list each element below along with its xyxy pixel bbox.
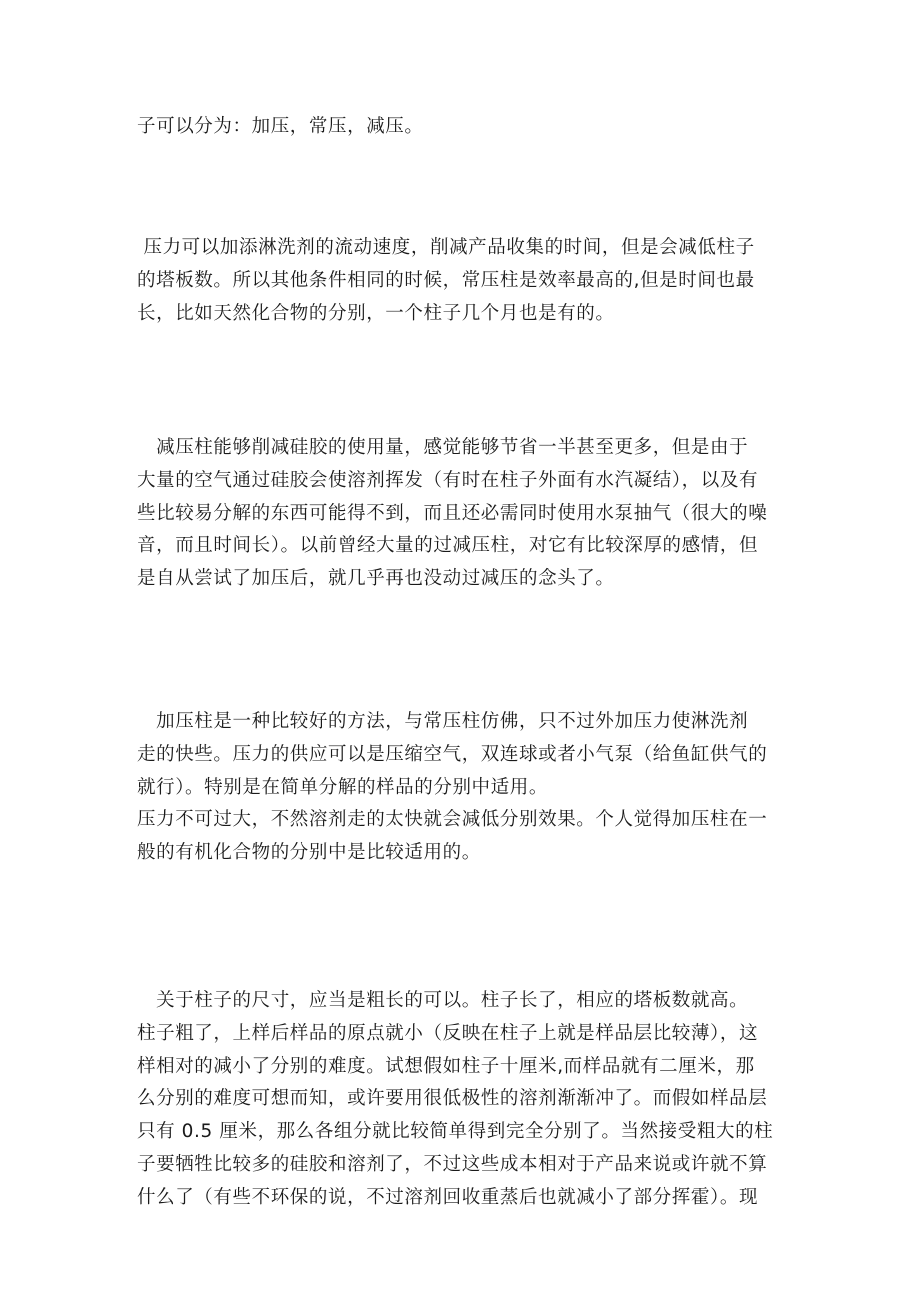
- text-line: 的塔板数。所以其他条件相同的时候，常压柱是效率最高的,但是时间也最: [137, 269, 755, 291]
- paragraph-pressure-types: [137, 111, 793, 144]
- text-line: 子要牺牲比较多的硅胶和溶剂了，不过这些成本相对于产品来说或许就不算: [137, 1153, 768, 1175]
- text-line: 子可以分为：加压，常压，减压。: [137, 116, 424, 137]
- text-line: 柱子粗了，上样后样品的原点就小（反映在柱子上就是样品层比较薄），这: [137, 1022, 759, 1044]
- text-line: 只有 0.5 厘米，那么各组分就比较简单得到完全分别了。当然接受粗大的柱: [137, 1121, 774, 1143]
- text-line: 般的有机化合物的分别中是比较适用的。: [137, 842, 481, 864]
- text-line: 压力可以加添淋洗剂的流动速度，削减产品收集的时间，但是会减低柱子: [137, 237, 755, 258]
- paragraph-pressurized-column: [137, 706, 793, 870]
- text-line: 么分别的难度可想而知，或许要用很低极性的溶剂渐渐冲了。而假如样品层: [137, 1088, 768, 1110]
- text-line: 长，比如天然化合物的分别，一个柱子几个月也是有的。: [137, 302, 615, 324]
- paragraph-pressure-effect: [137, 232, 793, 330]
- text-line: 什么了（有些不环保的说，不过溶剂回收重蒸后也就减小了部分挥霍）。现: [137, 1186, 759, 1208]
- text-line: 减压柱能够削减硅胶的使用量，感觉能够节省一半甚至更多，但是由于: [137, 437, 749, 458]
- text-line: 是自从尝试了加压后，就几乎再也没动过减压的念头了。: [137, 568, 615, 590]
- text-line: 就行）。特别是在简单分解的样品的分别中适用。: [137, 776, 548, 798]
- text-line: 大量的空气通过硅胶会使溶剂挥发（有时在柱子外面有水汽凝结），以及有: [137, 469, 759, 491]
- text-line: 加压柱是一种比较好的方法，与常压柱仿佛，只不过外加压力使淋洗剂: [137, 711, 749, 732]
- text-line: 样相对的减小了分别的难度。试想假如柱子十厘米,而样品就有二厘米，那: [137, 1055, 755, 1077]
- text-line: 关于柱子的尺寸，应当是粗长的可以。柱子长了，相应的塔板数就高。: [137, 990, 749, 1011]
- text-line: 压力不可过大，不然溶剂走的太快就会减低分别效果。个人觉得加压柱在一: [137, 809, 768, 831]
- text-line: 走的快些。压力的供应可以是压缩空气，双连球或者小气泵（给鱼缸供气的: [137, 743, 768, 765]
- paragraph-vacuum-column: [137, 432, 793, 596]
- paragraph-column-size: [137, 985, 793, 1215]
- text-line: 些比较易分解的东西可能得不到，而且还必需同时使用水泵抽气（很大的噪: [137, 502, 768, 524]
- text-line: 音，而且时间长）。以前曾经大量的过减压柱，对它有比较深厚的感情，但: [137, 535, 759, 557]
